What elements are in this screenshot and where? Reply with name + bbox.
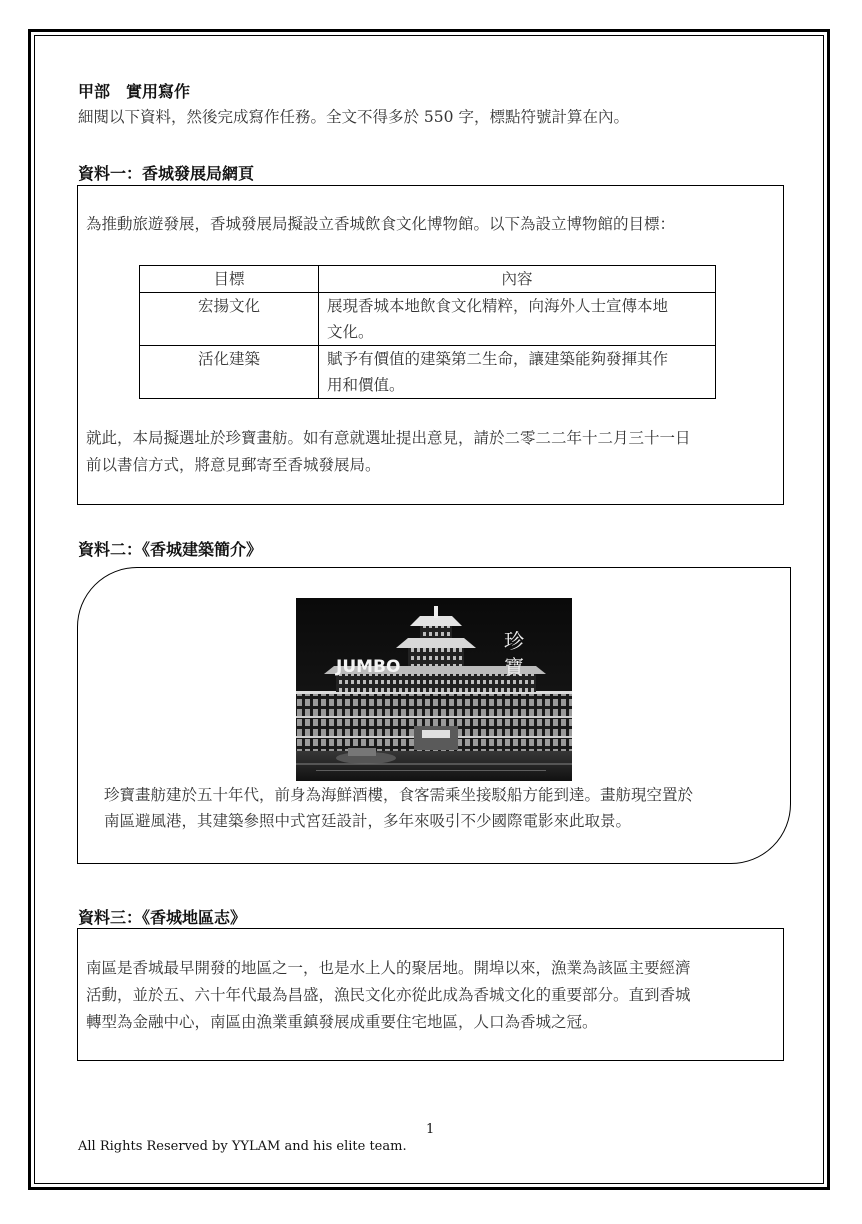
table-cell-line: 用和價值。 (327, 376, 405, 394)
table-header-row (140, 266, 716, 293)
table-cell-content (319, 346, 716, 399)
source3-line1: 南區是香城最早開發的地區之一，也是水上人的聚居地。開埠以來，漁業為該區主要經濟 (86, 959, 691, 977)
jumbo-photo (296, 598, 572, 781)
jumbo-sign-cjk-1: 珍 (504, 629, 524, 653)
part-heading: 甲部 實用寫作 (78, 82, 191, 101)
source2-caption-line1: 珍寶畫舫建於五十年代，前身為海鮮酒樓，食客需乘坐接駁船方能到達。畫舫現空置於 (104, 786, 694, 804)
source3-heading: 資料三：《香城地區志》 (78, 908, 247, 927)
jumbo-sign: JUMBO (336, 657, 401, 677)
source1-intro: 為推動旅遊發展，香城發展局擬設立香城飲食文化博物館。以下為設立博物館的目標： (86, 215, 676, 233)
jumbo-sign-cjk-2: 寶 (504, 655, 524, 679)
table-cell-line: 文化。 (327, 323, 374, 341)
table-header-goal: 目標 (140, 266, 319, 293)
table-row (140, 346, 716, 399)
table-cell-content (319, 293, 716, 346)
table-row (140, 293, 716, 346)
source1-closing-line2: 前以書信方式，將意見郵寄至香城發展局。 (86, 456, 381, 474)
table-cell-line: 賦予有價值的建築第二生命，讓建築能夠發揮其作 (327, 350, 669, 368)
table-cell-goal: 宏揚文化 (140, 293, 319, 346)
source3-line3: 轉型為金融中心，南區由漁業重鎮發展成重要住宅地區，人口為香城之冠。 (86, 1013, 598, 1031)
source1-heading: 資料一：香城發展局網頁 (78, 164, 255, 183)
table-cell-goal: 活化建築 (140, 346, 319, 399)
table-cell-line: 展現香城本地飲食文化精粹，向海外人士宣傳本地 (327, 297, 669, 315)
source1-closing-line1: 就此，本局擬選址於珍寶畫舫。如有意就選址提出意見，請於二零二二年十二月三十一日 (86, 429, 691, 447)
source2-heading: 資料二：《香城建築簡介》 (78, 540, 263, 559)
instructions: 細閱以下資料，然後完成寫作任務。全文不得多於 550 字，標點符號計算在內。 (78, 108, 629, 126)
page-number: 1 (426, 1122, 435, 1137)
copyright-notice: All Rights Reserved by YYLAM and his elite team. (78, 1139, 407, 1154)
table-header-content: 內容 (319, 266, 716, 293)
source2-caption-line2: 南區避風港，其建築參照中式宮廷設計，多年來吸引不少國際電影來此取景。 (104, 812, 632, 830)
goals-table (139, 265, 716, 399)
source3-line2: 活動，並於五、六十年代最為昌盛，漁民文化亦從此成為香城文化的重要部分。直到香城 (86, 986, 691, 1004)
